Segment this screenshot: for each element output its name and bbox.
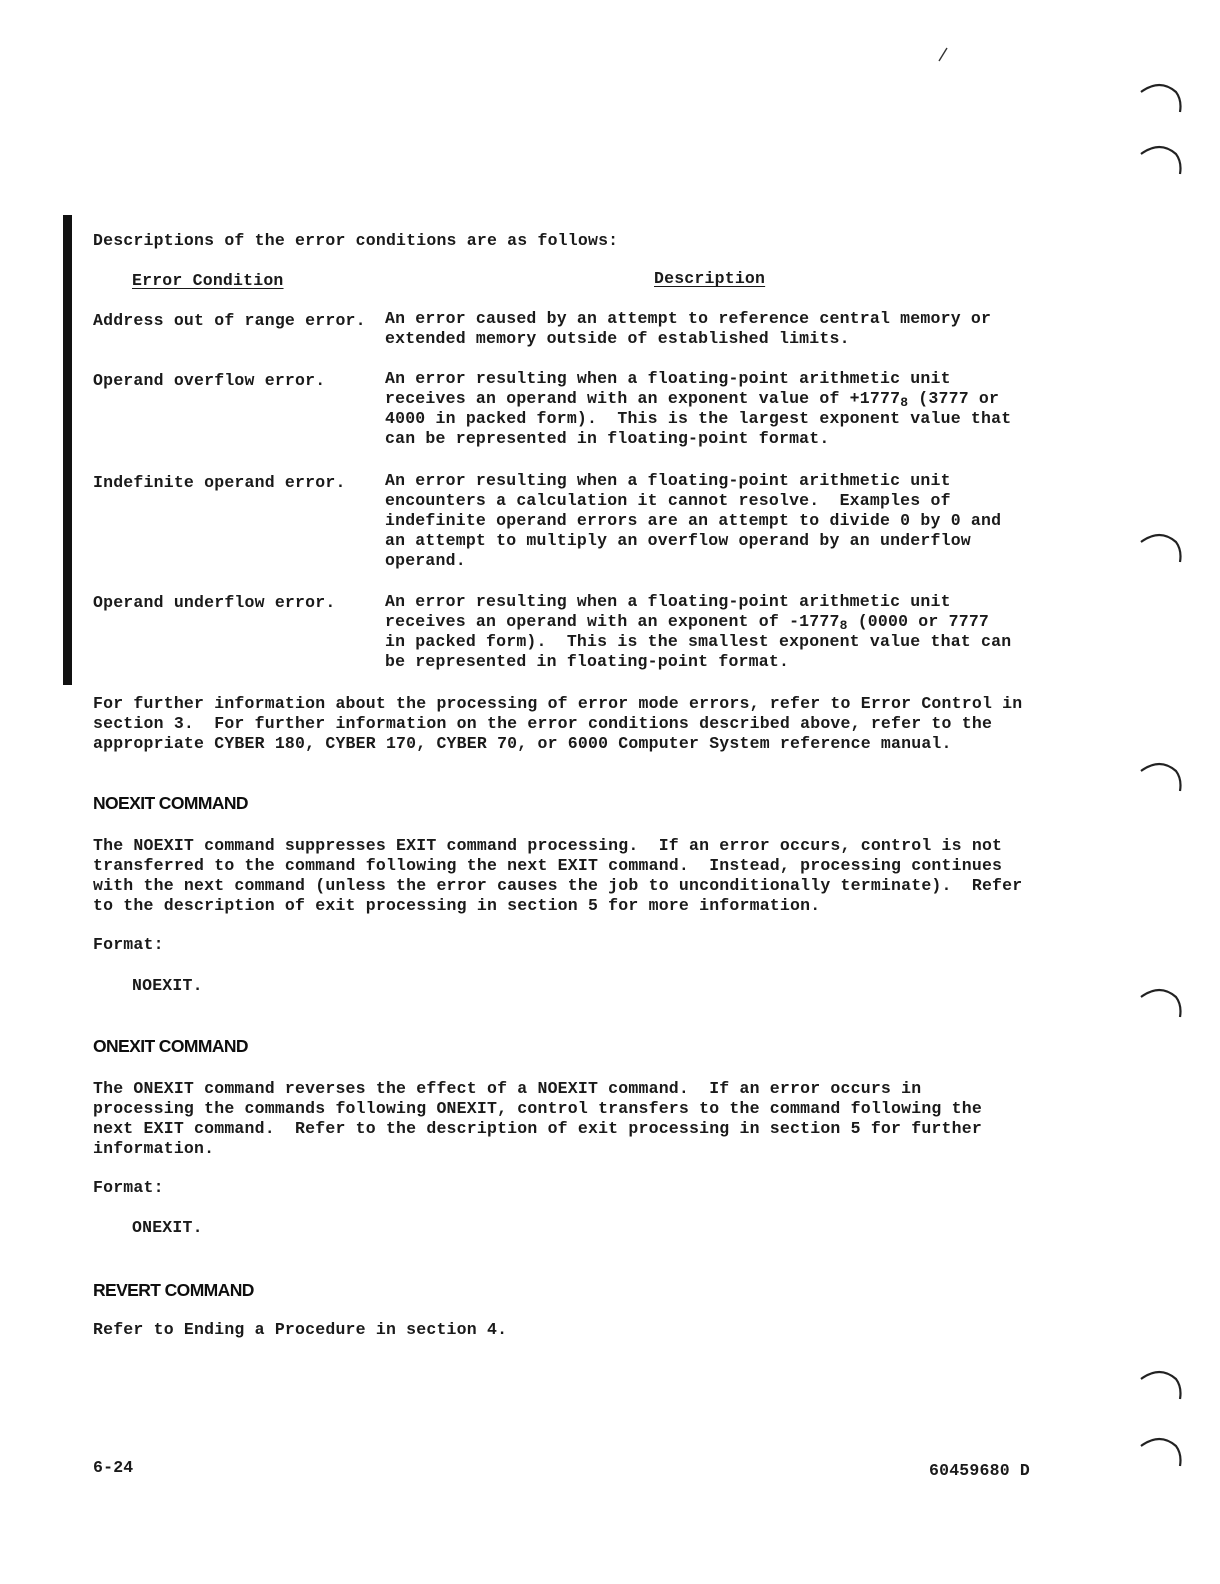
noexit-format-value: NOEXIT.	[132, 976, 203, 995]
description-line: operand.	[385, 551, 466, 570]
error-condition-label: Operand overflow error.	[93, 371, 326, 390]
description-line	[385, 612, 1011, 632]
error-description	[385, 369, 1011, 449]
description-line: An error resulting when a floating-point arithmetic unit	[385, 369, 951, 388]
description-line: An error resulting when a floating-point arithmetic unit	[385, 471, 951, 490]
binder-hole-mark	[1138, 528, 1188, 568]
description-line: be represented in floating-point format.	[385, 652, 790, 671]
binder-hole-mark	[1138, 78, 1188, 118]
paragraph-line: processing the commands following ONEXIT, control transfers to the command following the	[93, 1099, 982, 1118]
paragraph-line: to the description of exit processing in section 5 for more information.	[93, 896, 821, 915]
description-line: 4000 in packed form). This is the largest exponent value that	[385, 409, 1012, 428]
onexit-heading: ONEXIT COMMAND	[93, 1036, 248, 1056]
description-line: encounters a calculation it cannot resolve. Examples of	[385, 491, 951, 510]
error-description	[385, 309, 991, 349]
paragraph-line: next EXIT command. Refer to the description of exit processing in section 5 for further	[93, 1119, 982, 1138]
onexit-format-label: Format:	[93, 1178, 164, 1197]
error-condition-label: Address out of range error.	[93, 311, 366, 330]
description-line: indefinite operand errors are an attempt to divide 0 by 0 and	[385, 511, 1002, 530]
error-condition-label: Indefinite operand error.	[93, 473, 346, 492]
description-line: An error caused by an attempt to reference central memory or	[385, 309, 992, 328]
description-text: receives an operand with an exponent of -1777	[385, 612, 840, 631]
revert-text: Refer to Ending a Procedure in section 4.	[93, 1320, 508, 1339]
description-line: in packed form). This is the smallest exponent value that can	[385, 632, 1012, 651]
error-condition-label: Operand underflow error.	[93, 593, 336, 612]
binder-hole-mark	[1138, 140, 1188, 180]
revert-heading: REVERT COMMAND	[93, 1280, 254, 1300]
paragraph-line: appropriate CYBER 180, CYBER 170, CYBER 70, or 6000 Computer System reference manual.	[93, 734, 952, 753]
binder-hole-mark	[1138, 1365, 1188, 1405]
description-line: extended memory outside of established limits.	[385, 329, 850, 348]
noexit-format-label: Format:	[93, 935, 164, 954]
description-line	[385, 389, 1011, 409]
description-line: an attempt to multiply an overflow operand by an underflow	[385, 531, 971, 550]
octal-subscript: 8	[839, 618, 848, 633]
description-text: (0000 or 7777	[847, 612, 990, 631]
description-line: can be represented in floating-point format.	[385, 429, 830, 448]
error-description	[385, 592, 1011, 672]
page-number: 6-24	[93, 1458, 134, 1477]
binder-hole-mark	[1138, 757, 1188, 797]
description-line: An error resulting when a floating-point arithmetic unit	[385, 592, 951, 611]
error-condition-header: Error Condition	[132, 271, 284, 290]
paragraph-line: The ONEXIT command reverses the effect of a NOEXIT command. If an error occurs in	[93, 1079, 922, 1098]
description-text: receives an operand with an exponent value of +1777	[385, 389, 901, 408]
error-description	[385, 471, 1001, 571]
pencil-tick-mark	[937, 46, 949, 62]
further-info-paragraph	[93, 694, 1022, 754]
revision-change-bar	[63, 215, 72, 685]
intro-text: Descriptions of the error conditions are as follows:	[93, 231, 619, 250]
noexit-heading: NOEXIT COMMAND	[93, 793, 248, 813]
description-header: Description	[654, 269, 766, 288]
description-text: (3777 or	[908, 389, 1000, 408]
paragraph-line: information.	[93, 1139, 215, 1158]
document-number: 60459680 D	[929, 1461, 1031, 1480]
onexit-paragraph	[93, 1079, 982, 1159]
binder-hole-mark	[1138, 983, 1188, 1023]
paragraph-line: with the next command (unless the error causes the job to unconditionally terminate). Refer	[93, 876, 1023, 895]
paragraph-line: For further information about the processing of error mode errors, refer to Error Control in	[93, 694, 1023, 713]
octal-subscript: 8	[900, 395, 909, 410]
onexit-format-value: ONEXIT.	[132, 1218, 203, 1237]
noexit-paragraph	[93, 836, 1022, 916]
paragraph-line: section 3. For further information on the error conditions described above, refer to the	[93, 714, 993, 733]
binder-hole-mark	[1138, 1432, 1188, 1472]
paragraph-line: The NOEXIT command suppresses EXIT command processing. If an error occurs, control is not	[93, 836, 1003, 855]
paragraph-line: transferred to the command following the next EXIT command. Instead, processing continues	[93, 856, 1003, 875]
